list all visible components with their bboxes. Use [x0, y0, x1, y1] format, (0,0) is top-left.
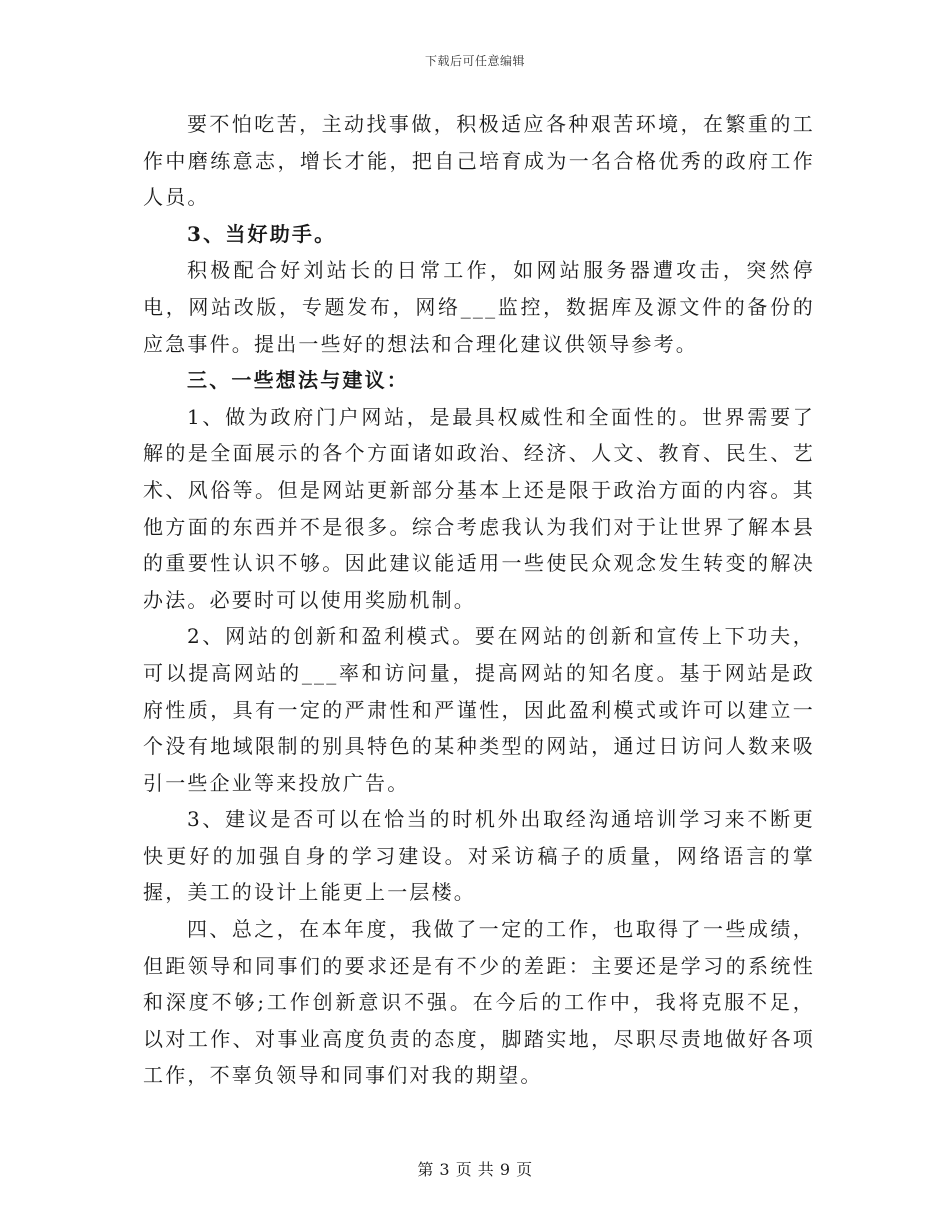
- heading-assistant: 3、当好助手。: [187, 221, 337, 246]
- document-body: [143, 106, 815, 1094]
- paragraph-suggestion-3: 3、建议是否可以在恰当的时机外出取经沟通培训学习来不断更快更好的加强自身的学习建设。对采访稿子的质量，网络语言的掌握，美工的设计上能更上一层楼。: [143, 807, 815, 905]
- page-number-footer: 第 3 页 共 9 页: [417, 1160, 533, 1179]
- paragraph-suggestion-2: 2、网站的创新和盈利模式。要在网站的创新和宣传上下功夫，可以提高网站的___率和访问量，提高网站的知名度。基于网站是政府性质，具有一定的严肃性和严谨性，因此盈利模式或许可以建立一个没有地域限制的别具特色的某种类型的网站，通过日访问人数来吸引一些企业等来投放广告。: [143, 624, 815, 795]
- paragraph-work-attitude: 要不怕吃苦，主动找事做，积极适应各种艰苦环境，在繁重的工作中磨练意志，增长才能，把自己培育成为一名合格优秀的政府工作人员。: [143, 112, 815, 210]
- paragraph-assistant: 积极配合好刘站长的日常工作，如网站服务器遭攻击，突然停电，网站改版，专题发布，网络___监控，数据库及源文件的备份的应急事件。提出一些好的想法和合理化建议供领导参考。: [143, 258, 815, 356]
- paragraph-summary: 四、总之，在本年度，我做了一定的工作，也取得了一些成绩，但距领导和同事们的要求还是有不少的差距：主要还是学习的系统性和深度不够;工作创新意识不强。在今后的工作中，我将克服不足，以对工作、对事业高度负责的态度，脚踏实地，尽职尽责地做好各项工作，不辜负领导和同事们对我的期望。: [143, 917, 815, 1088]
- page-header: 下载后可任意编辑: [424, 54, 525, 68]
- paragraph-suggestion-1: 1、做为政府门户网站，是最具权威性和全面性的。世界需要了解的是全面展示的各个方面诸如政治、经济、人文、教育、民生、艺术、风俗等。但是网站更新部分基本上还是限于政治方面的内容。其他方面的东西并不是很多。综合考虑我认为我们对于让世界了解本县的重要性认识不够。因此建议能适用一些使民众观念发生转变的解决办法。必要时可以使用奖励机制。: [143, 404, 815, 612]
- heading-suggestions: 三、一些想法与建议：: [187, 368, 409, 393]
